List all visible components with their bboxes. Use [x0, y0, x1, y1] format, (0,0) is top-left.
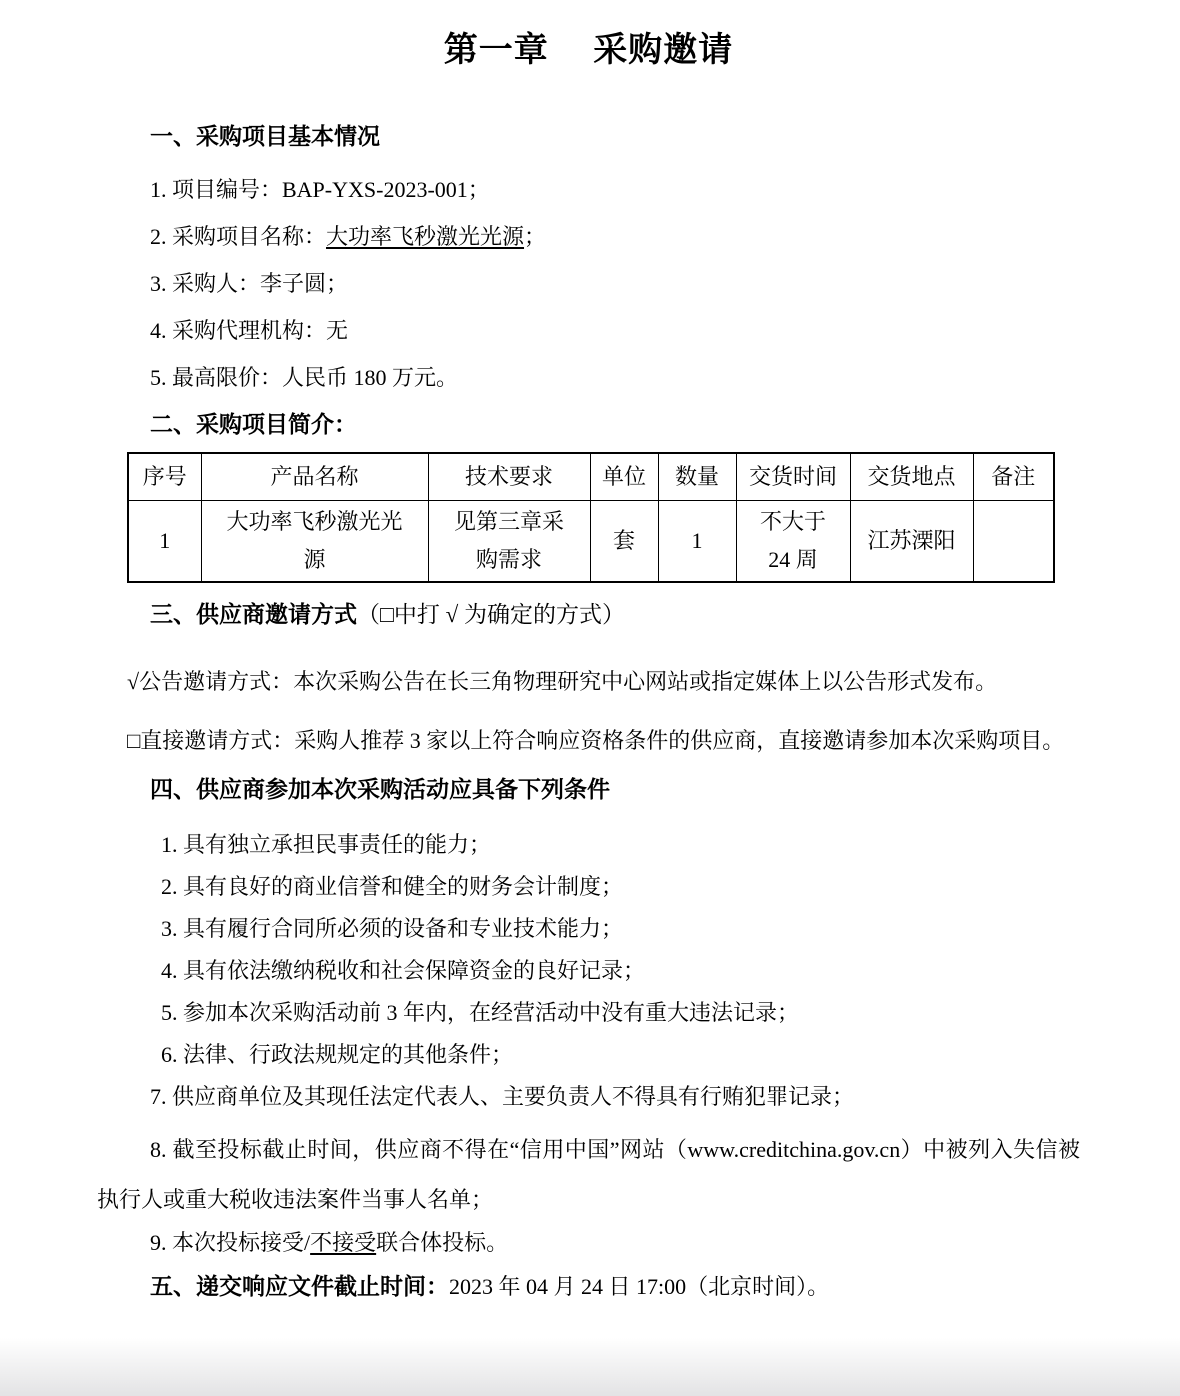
- condition-item-8: 8. 截至投标截止时间，供应商不得在“信用中国”网站（www.creditchina.gov.cn）中被列入失信被执行人或重大税收违法案件当事人名单；: [97, 1137, 1080, 1212]
- condition-9-suffix: 联合体投标。: [376, 1230, 509, 1255]
- col-header-quantity: 数量: [658, 453, 736, 501]
- section-heading-submission-deadline: [97, 1271, 1080, 1303]
- procurement-items-table: [127, 452, 1055, 583]
- section-heading-project-intro: 二、采购项目简介：: [150, 412, 357, 437]
- col-header-seq: 序号: [128, 453, 201, 501]
- project-name-label: 2. 采购项目名称：: [150, 224, 327, 249]
- section-heading-supplier-conditions: 四、供应商参加本次采购活动应具备下列条件: [150, 777, 610, 802]
- cell-tech-requirements: 见第三章采购需求: [428, 501, 590, 583]
- condition-item-4: 4. 具有依法缴纳税收和社会保障资金的良好记录；: [161, 958, 646, 983]
- condition-item-3: 3. 具有履行合同所必须的设备和专业技术能力；: [161, 916, 624, 941]
- cell-remarks: [973, 501, 1054, 583]
- deadline-label: 五、递交响应文件截止时间：: [150, 1274, 449, 1299]
- condition-9-prefix: 9. 本次投标接受/: [150, 1230, 311, 1255]
- basic-info-agency: 4. 采购代理机构：无: [150, 318, 349, 343]
- cell-unit: 套: [590, 501, 658, 583]
- cell-delivery-place: 江苏溧阳: [850, 501, 973, 583]
- cell-quantity: 1: [658, 501, 736, 583]
- project-name-value: 大功率飞秒激光光源: [326, 224, 525, 249]
- condition-item-6: 6. 法律、行政法规规定的其他条件；: [161, 1042, 514, 1067]
- condition-item-1: 1. 具有独立承担民事责任的能力；: [161, 832, 492, 857]
- cell-product-name: 大功率飞秒激光光源: [201, 501, 428, 583]
- col-header-product-name: 产品名称: [201, 453, 428, 501]
- basic-info-project-name: [97, 221, 1080, 253]
- col-header-delivery-time: 交货时间: [736, 453, 850, 501]
- col-header-remarks: 备注: [973, 453, 1054, 501]
- table-header-row: [128, 453, 1054, 501]
- announcement-invitation-option: √公告邀请方式：本次采购公告在长三角物理研究中心网站或指定媒体上以公告形式发布。: [127, 669, 998, 694]
- col-header-unit: 单位: [590, 453, 658, 501]
- section-heading-basic-info: 一、采购项目基本情况: [150, 124, 380, 149]
- project-name-suffix: ；: [524, 224, 547, 249]
- condition-9-underlined: 不接受: [310, 1230, 377, 1255]
- section-heading-invitation-method: [97, 599, 1080, 630]
- condition-item-2: 2. 具有良好的商业信誉和健全的财务会计制度；: [161, 874, 624, 899]
- condition-item-5: 5. 参加本次采购活动前 3 年内，在经营活动中没有重大违法记录；: [161, 1000, 800, 1025]
- direct-invitation-option: □直接邀请方式：采购人推荐 3 家以上符合响应资格条件的供应商，直接邀请参加本次采购项目。: [127, 728, 1065, 753]
- cell-delivery-time: 不大于 24 周: [736, 501, 850, 583]
- col-header-tech-requirements: 技术要求: [428, 453, 590, 501]
- basic-info-max-price: 5. 最高限价：人民币 180 万元。: [150, 365, 459, 390]
- page-title: 第一章 采购邀请: [443, 32, 734, 69]
- table-row: [128, 501, 1054, 583]
- cell-seq: 1: [128, 501, 201, 583]
- col-header-delivery-place: 交货地点: [850, 453, 973, 501]
- deadline-value: 2023 年 04 月 24 日 17:00（北京时间）。: [449, 1274, 830, 1299]
- condition-item-9: [97, 1229, 1080, 1257]
- basic-info-purchaser: 3. 采购人：李子圆；: [150, 271, 349, 296]
- basic-info-project-number: 1. 项目编号：BAP-YXS-2023-001；: [150, 177, 490, 202]
- page-bottom-gradient: [0, 1338, 1180, 1396]
- invitation-heading-text: 三、供应商邀请方式: [150, 602, 357, 627]
- condition-item-7: 7. 供应商单位及其现任法定代表人、主要负责人不得具有行贿犯罪记录；: [150, 1084, 855, 1109]
- invitation-heading-note: （□中打 √ 为确定的方式）: [357, 602, 626, 627]
